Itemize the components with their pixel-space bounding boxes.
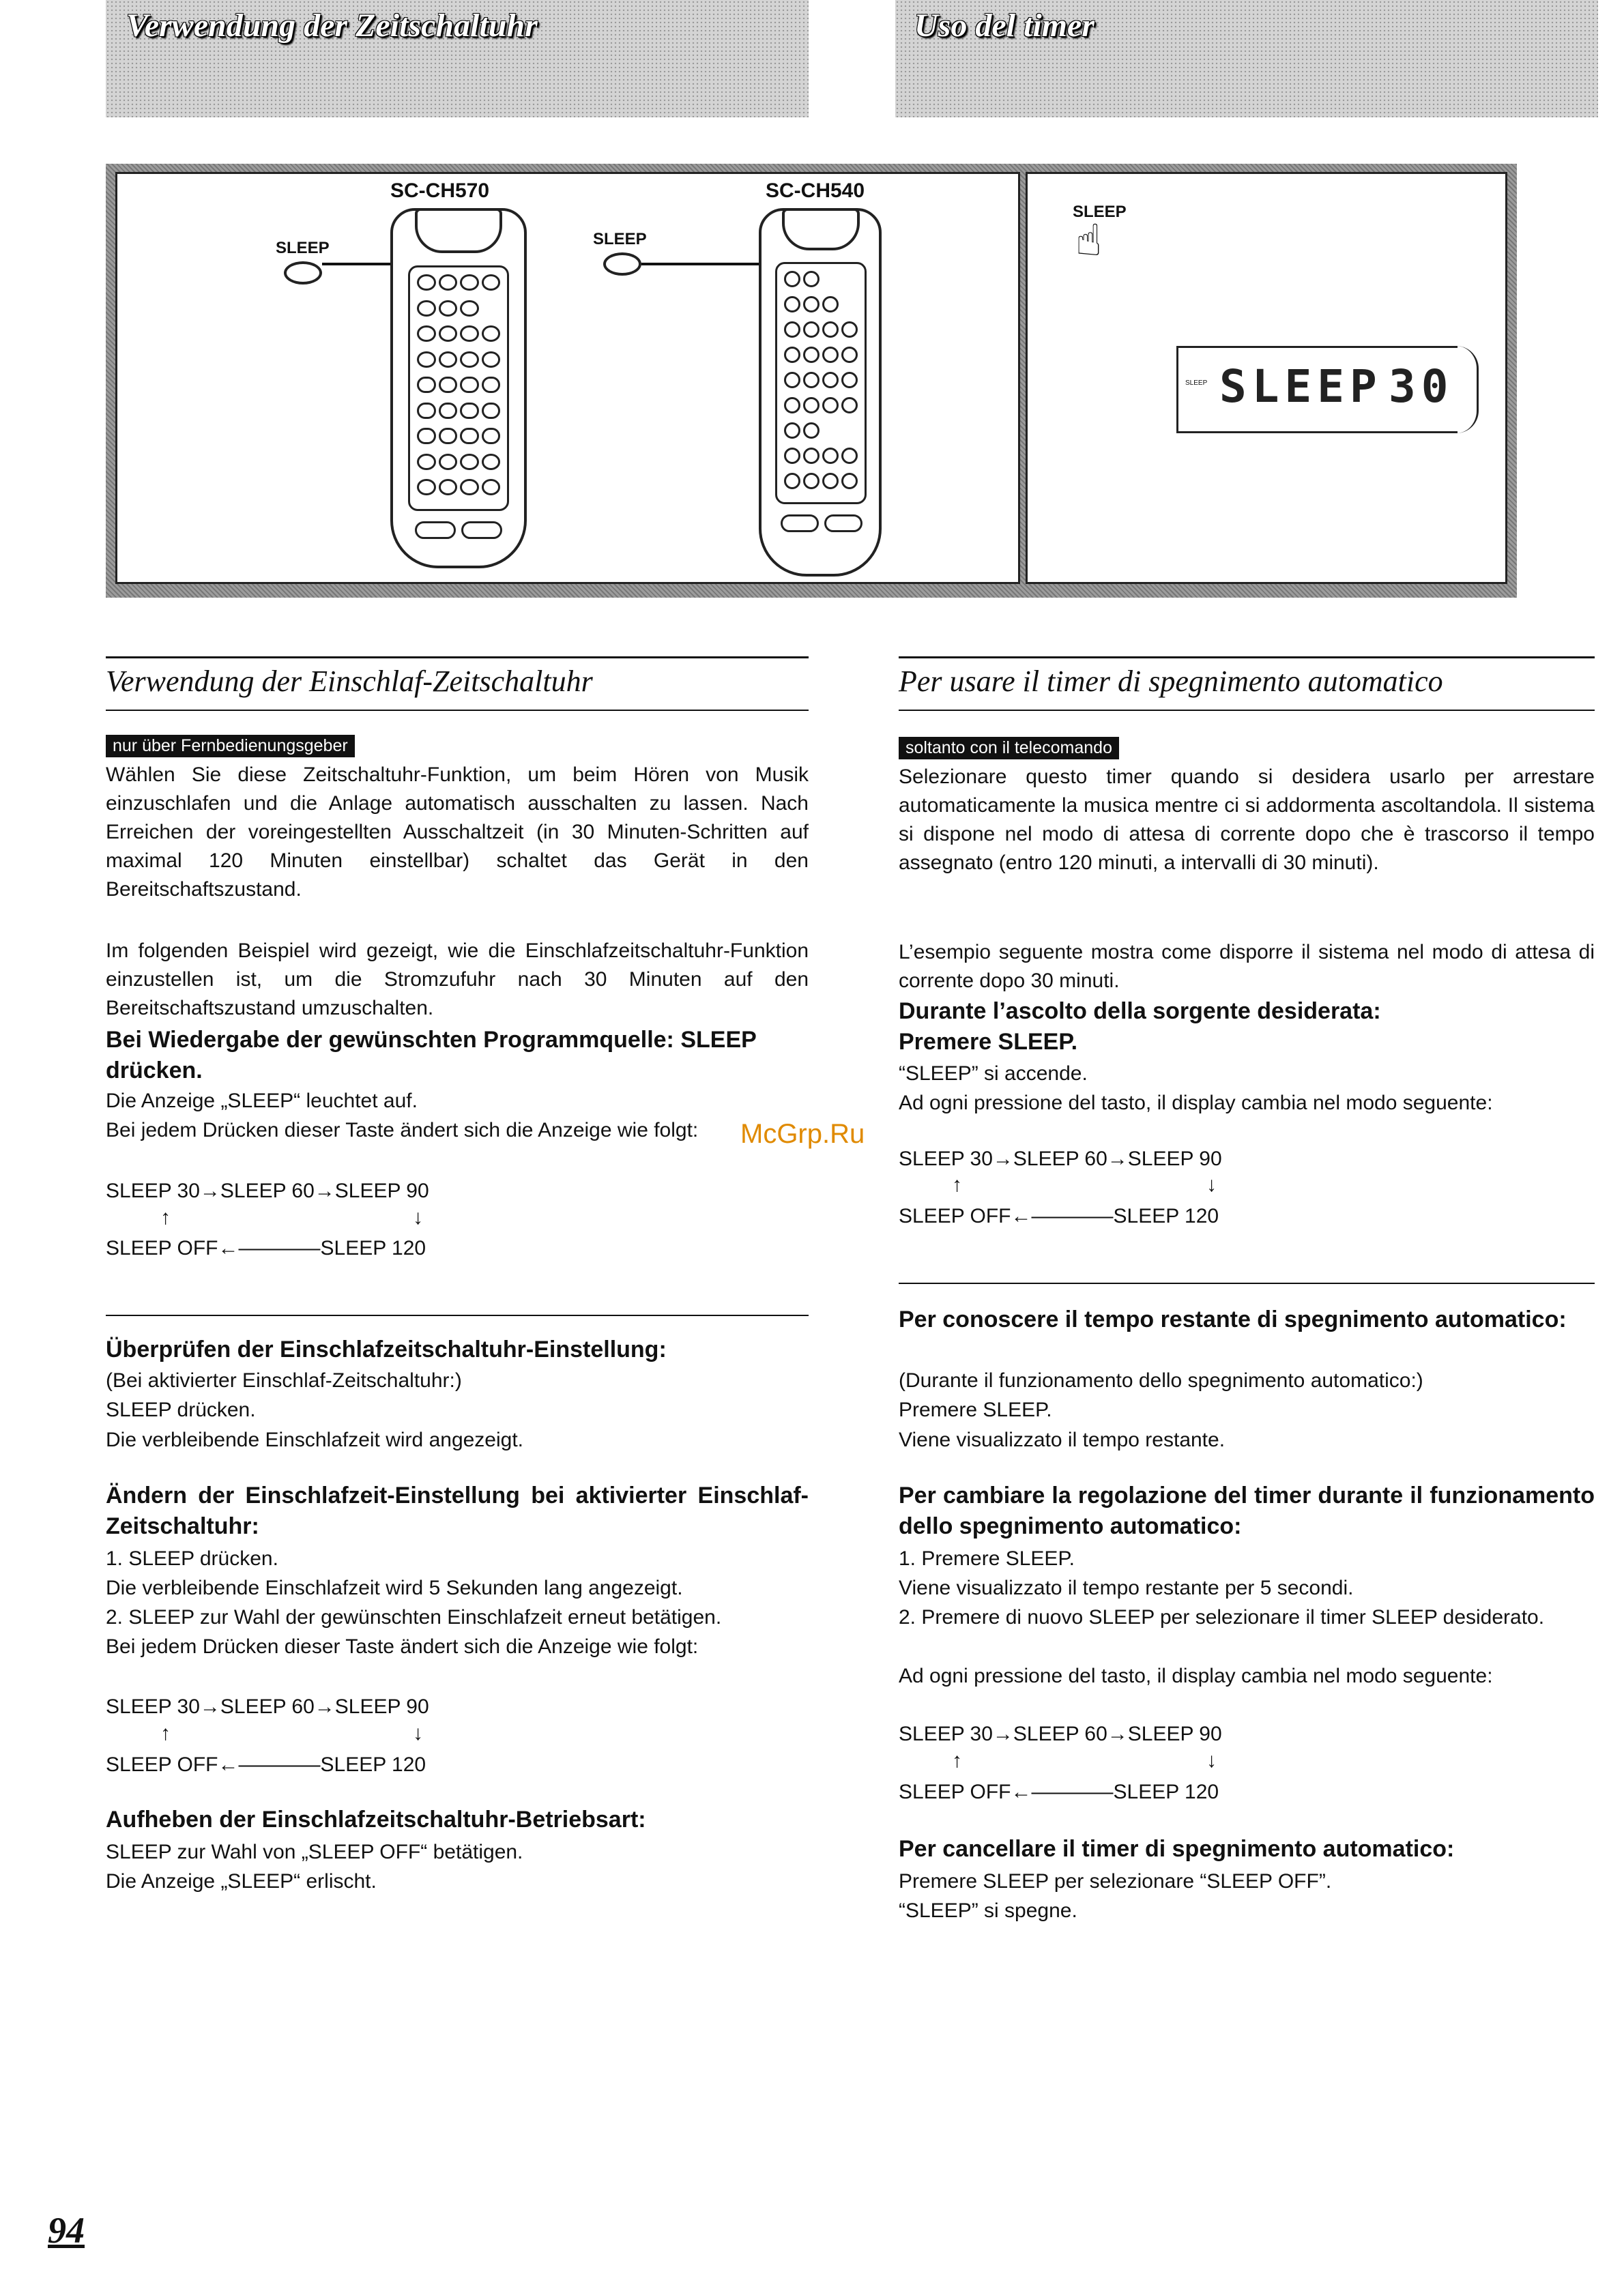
it-change-line-3: 2. Premere di nuovo SLEEP per selezionare il timer SLEEP desiderato. — [899, 1606, 1545, 1629]
it-section-rule-bottom — [899, 710, 1595, 711]
it-cycle-top: SLEEP 30→SLEEP 60→SLEEP 90 — [899, 1148, 1222, 1170]
unit-display — [1176, 346, 1458, 433]
remotes-panel — [115, 172, 1020, 584]
it-change-line-1: 1. Premere SLEEP. — [899, 1547, 1075, 1570]
display-small-indicator: SLEEP — [1185, 379, 1208, 387]
it-change-cycle-top: SLEEP 30→SLEEP 60→SLEEP 90 — [899, 1723, 1222, 1745]
de-step-heading: Bei Wiedergabe der gewünschten Programmquelle: SLEEP drücken. — [106, 1027, 757, 1083]
it-change-heading: Per cambiare la regolazione del timer durante il funzionamento dello spegnimento automatico: — [899, 1483, 1595, 1539]
de-check-line-1: (Bei aktivierter Einschlaf-Zeitschaltuhr:) — [106, 1369, 462, 1392]
de-check-line-2: SLEEP drücken. — [106, 1399, 256, 1421]
display-edge — [1456, 346, 1479, 433]
de-check-heading: Überprüfen der Einschlafzeitschaltuhr-Einstellung: — [106, 1337, 667, 1362]
it-cycle-up-arrow: ↑ — [952, 1174, 962, 1196]
remote-control-ch570 — [390, 208, 527, 568]
de-change-cycle-top: SLEEP 30→SLEEP 60→SLEEP 90 — [106, 1695, 429, 1718]
it-step-heading-2: Premere SLEEP. — [899, 1029, 1078, 1055]
de-example-paragraph: Im folgenden Beispiel wird gezeigt, wie die Einschlafzeitschaltuhr-Funktion einzustellen ist, um die Stromzufuhr nach 30 Minuten auf den Bereitschaftszustand umzuschalten. — [106, 939, 809, 1019]
de-check-rule — [106, 1315, 809, 1316]
it-change-cycle-bottom: SLEEP OFF←————SLEEP 120 — [899, 1781, 1219, 1803]
it-section-rule-top — [899, 656, 1595, 658]
de-change-cycle-bottom: SLEEP OFF←————SLEEP 120 — [106, 1753, 426, 1776]
de-cycle-down-arrow: ↓ — [413, 1206, 423, 1229]
page-number: 94 — [48, 2210, 85, 2251]
it-step-heading-1: Durante l’ascolto della sorgente desiderata: — [899, 998, 1381, 1024]
it-remote-only-badge: soltanto con il telecomando — [899, 737, 1119, 759]
it-intro-paragraph: Selezionare questo timer quando si desidera usarlo per arrestare automaticamente la musica mentre ci si addormenta ascoltandola. Il sistema si dispone nel modo di attesa di corrente dopo che è trascorso il tempo assegnato (entro 120 minuti, a intervalli di 30 minuti). — [899, 766, 1595, 874]
model-label-ch570: SC-CH570 — [390, 179, 490, 202]
sleep-label-1: SLEEP — [276, 239, 330, 257]
sleep-label-2: SLEEP — [593, 230, 647, 248]
it-cycle-down-arrow: ↓ — [1206, 1174, 1217, 1196]
de-change-line-2: Die verbleibende Einschlafzeit wird 5 Sekunden lang angezeigt. — [106, 1577, 683, 1599]
it-check-heading: Per conoscere il tempo restante di spegnimento automatico: — [899, 1307, 1567, 1332]
it-check-line-1: (Durante il funzionamento dello spegnimento automatico:) — [899, 1369, 1423, 1392]
display-panel — [1026, 172, 1507, 584]
header-title-right: Uso del timer — [914, 8, 1094, 44]
de-remote-only-badge: nur über Fernbedienungsgeber — [106, 735, 355, 757]
de-intro-paragraph: Wählen Sie diese Zeitschaltuhr-Funktion, um beim Hören von Musik einzuschlafen und die Anlage automatisch ausschalten zu lassen. Nach Erreichen der voreingestellten Ausschaltzeit (in 30 Minuten-Schritten auf maximal 120 Minuten einstellbar) schaltet das Gerät in den Bereitschaftszustand. — [106, 763, 809, 901]
model-label-ch540: SC-CH540 — [766, 179, 865, 202]
watermark-text: McGrp.Ru — [740, 1119, 865, 1149]
it-cycle-bottom: SLEEP OFF←————SLEEP 120 — [899, 1205, 1219, 1227]
keypad-1 — [408, 265, 509, 511]
sleep-button-2 — [603, 252, 641, 276]
display-sleep-text: SLEEP — [1219, 360, 1382, 413]
de-change-line-4: Bei jedem Drücken dieser Taste ändert sich die Anzeige wie folgt: — [106, 1635, 699, 1658]
de-cancel-heading: Aufheben der Einschlafzeitschaltuhr-Betriebsart: — [106, 1807, 646, 1833]
de-section-rule-top — [106, 656, 809, 658]
it-section-title: Per usare il timer di spegnimento automatico — [899, 665, 1443, 698]
it-change-line-4: Ad ogni pressione del tasto, il display cambia nel modo seguente: — [899, 1665, 1493, 1687]
it-check-line-3: Viene visualizzato il tempo restante. — [899, 1429, 1226, 1451]
it-cancel-line-2: “SLEEP” si spegne. — [899, 1899, 1077, 1922]
it-cancel-heading: Per cancellare il timer di spegnimento automatico: — [899, 1836, 1455, 1862]
remote-1-bottom-left-key — [415, 521, 456, 539]
de-check-line-3: Die verbleibende Einschlafzeit wird angezeigt. — [106, 1429, 524, 1451]
remote-2-bottom-right-key — [824, 514, 862, 532]
de-cancel-line-2: Die Anzeige „SLEEP“ erlischt. — [106, 1870, 377, 1893]
de-change-heading: Ändern der Einschlafzeit-Einstellung bei aktivierter Einschlaf-Zeitschaltuhr: — [106, 1483, 809, 1539]
de-cycle-top: SLEEP 30→SLEEP 60→SLEEP 90 — [106, 1180, 429, 1202]
de-cycle-bottom: SLEEP OFF←————SLEEP 120 — [106, 1237, 426, 1259]
de-change-line-3: 2. SLEEP zur Wahl der gewünschten Einschlafzeit erneut betätigen. — [106, 1606, 722, 1629]
it-cancel-line-1: Premere SLEEP per selezionare “SLEEP OFF”. — [899, 1870, 1332, 1893]
display-sleep-value: 30 — [1389, 360, 1454, 413]
remote-2-bottom-left-key — [781, 514, 819, 532]
de-section-rule-bottom — [106, 710, 809, 711]
de-step-line-2: Bei jedem Drücken dieser Taste ändert sich die Anzeige wie folgt: — [106, 1119, 699, 1141]
it-example-paragraph: L’esempio seguente mostra come disporre il sistema nel modo di attesa di corrente dopo 30 minuti. — [899, 941, 1595, 992]
pressing-hand-icon: ☝ — [1075, 216, 1102, 265]
sleep-label-3: SLEEP — [1073, 203, 1127, 221]
sleep-button-1 — [284, 261, 322, 285]
remote-head-1 — [415, 208, 502, 253]
it-step-line-1: “SLEEP” si accende. — [899, 1062, 1088, 1085]
it-change-cycle-down-arrow: ↓ — [1206, 1749, 1217, 1772]
de-change-cycle-up-arrow: ↑ — [160, 1722, 171, 1745]
it-check-line-2: Premere SLEEP. — [899, 1399, 1052, 1421]
de-change-line-1: 1. SLEEP drücken. — [106, 1547, 278, 1570]
remote-1-bottom-right-key — [461, 521, 502, 539]
de-section-title: Verwendung der Einschlaf-Zeitschaltuhr — [106, 665, 593, 698]
it-change-cycle-up-arrow: ↑ — [952, 1749, 962, 1772]
illustration-frame — [106, 164, 1517, 598]
it-change-line-2: Viene visualizzato il tempo restante per 5 secondi. — [899, 1577, 1354, 1599]
remote-control-ch540 — [759, 208, 882, 577]
it-check-rule — [899, 1283, 1595, 1284]
de-change-cycle-down-arrow: ↓ — [413, 1722, 423, 1745]
header-title-left: Verwendung der Zeitschaltuhr — [126, 8, 538, 44]
de-cancel-line-1: SLEEP zur Wahl von „SLEEP OFF“ betätigen. — [106, 1841, 523, 1863]
de-cycle-up-arrow: ↑ — [160, 1206, 171, 1229]
keypad-2 — [775, 262, 867, 504]
de-step-line-1: Die Anzeige „SLEEP“ leuchtet auf. — [106, 1090, 418, 1112]
remote-head-2 — [782, 208, 860, 250]
it-step-line-2: Ad ogni pressione del tasto, il display cambia nel modo seguente: — [899, 1092, 1493, 1114]
